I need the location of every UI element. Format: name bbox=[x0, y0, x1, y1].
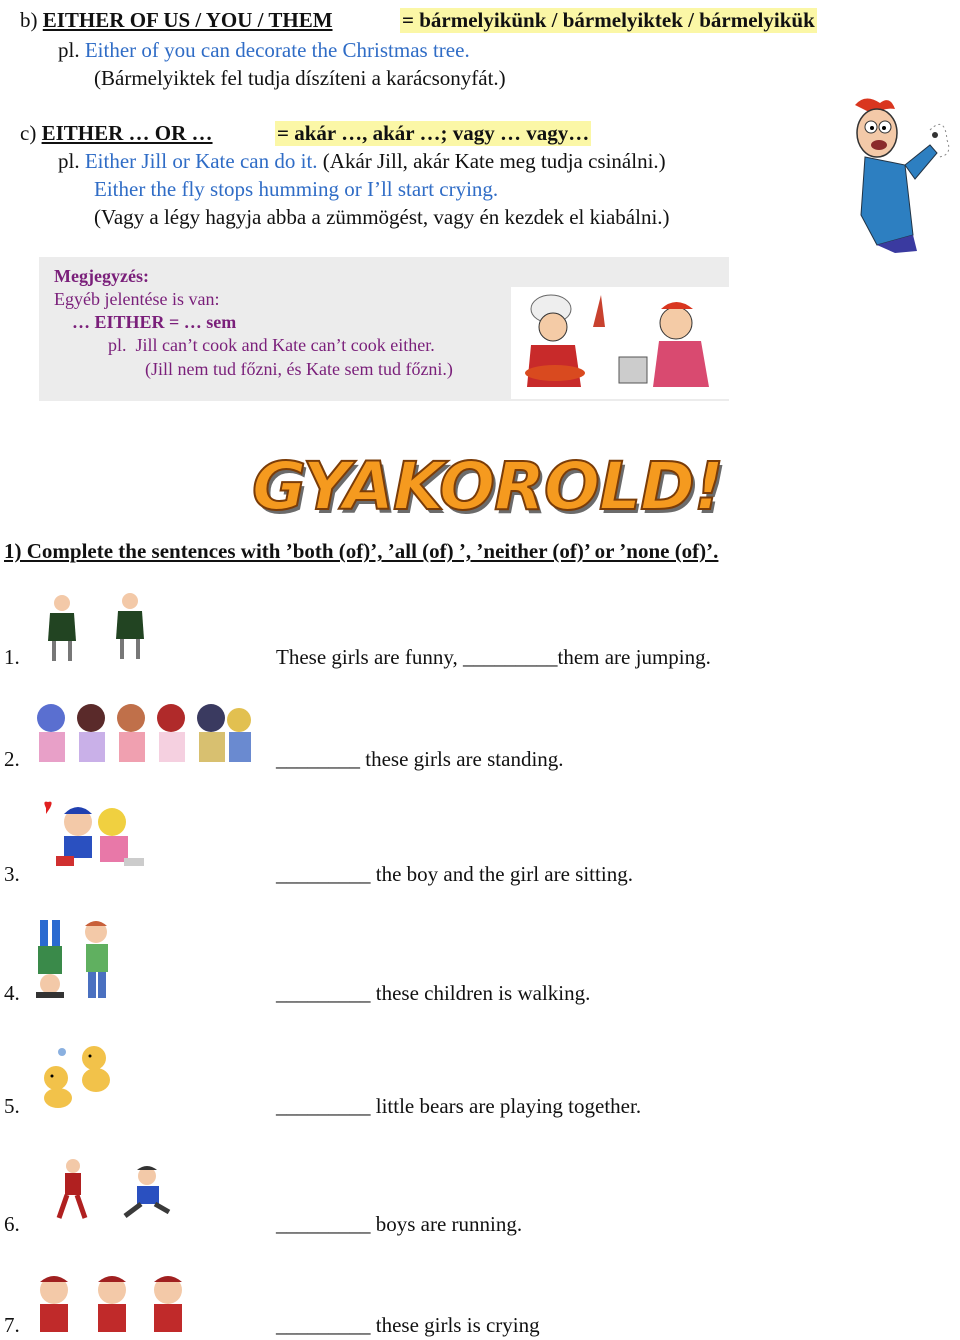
sitting-children-illustration bbox=[28, 800, 148, 880]
item-3-sentence: _________ the boy and the girl are sitting. bbox=[276, 862, 633, 886]
section-c-term: EITHER … OR … bbox=[41, 121, 213, 145]
section-c-meaning: = akár …, akár …; vagy … vagy… bbox=[277, 121, 590, 145]
item-2-number: 2. bbox=[4, 747, 20, 771]
note-title: Megjegyzés: bbox=[54, 266, 149, 286]
section-b-meaning: = bármelyikünk / bármelyiktek / bármelyikük bbox=[402, 8, 815, 32]
item-1-sentence: These girls are funny, _________them are jumping. bbox=[276, 645, 711, 669]
note-line-1: Egyéb jelentése is van: bbox=[54, 289, 220, 309]
standing-girls-illustration bbox=[33, 698, 253, 766]
item-7-number: 7. bbox=[4, 1313, 20, 1337]
item-4-sentence: _________ these children is walking. bbox=[276, 981, 591, 1005]
section-b-example-en: Either of you can decorate the Christmas tree. bbox=[84, 38, 470, 62]
section-c-example-2-hu: (Vagy a légy hagyja abba a zümmögést, vagy én kezdek el kiabálni.) bbox=[94, 205, 670, 229]
little-bears-illustration bbox=[36, 1038, 116, 1110]
annoyed-man-illustration bbox=[835, 95, 955, 255]
section-b-term: EITHER OF US / YOU / THEM bbox=[42, 8, 333, 32]
note-box bbox=[39, 257, 729, 401]
practice-banner: GYAKOROLD! bbox=[252, 448, 723, 525]
note-example-hu: (Jill nem tud főzni, és Kate sem tud főzni.) bbox=[145, 359, 453, 379]
section-b-example-hu: (Bármelyiktek fel tudja díszíteni a karácsonyfát.) bbox=[94, 66, 506, 90]
item-5-number: 5. bbox=[4, 1094, 20, 1118]
children-handstand-illustration bbox=[30, 918, 115, 1002]
exercise-instruction: 1) Complete the sentences with ’both (of)’, ’all (of) ’, ’neither (of)’ or ’none (of)’. bbox=[4, 539, 719, 563]
item-1-number: 1. bbox=[4, 645, 20, 669]
section-c-heading: c) EITHER … OR … bbox=[20, 121, 213, 145]
note-example-en: pl. Jill can’t cook and Kate can’t cook either. bbox=[108, 335, 435, 355]
section-b-heading: b) EITHER OF US / YOU / THEM bbox=[20, 8, 333, 32]
item-7-sentence: _________ these girls is crying bbox=[276, 1313, 540, 1337]
item-2-sentence: ________ these girls are standing. bbox=[276, 747, 564, 771]
jumping-girls-illustration bbox=[42, 593, 152, 663]
item-4-number: 4. bbox=[4, 981, 20, 1005]
item-6-number: 6. bbox=[4, 1212, 20, 1236]
section-c-example-1: pl. Either Jill or Kate can do it. (Akár Jill, akár Kate meg tudja csinálni.) bbox=[58, 149, 666, 173]
item-5-sentence: _________ little bears are playing together. bbox=[276, 1094, 642, 1118]
item-6-sentence: _________ boys are running. bbox=[276, 1212, 523, 1236]
crying-girls-illustration bbox=[30, 1268, 192, 1336]
section-c-example-1-hu: (Akár Jill, akár Kate meg tudja csinálni.) bbox=[322, 149, 666, 173]
cooking-women-illustration bbox=[511, 287, 729, 399]
running-boys-illustration bbox=[55, 1158, 175, 1228]
section-b-example: pl. Either of you can decorate the Christmas tree. bbox=[58, 38, 470, 62]
section-c-example-2-en: Either the fly stops humming or I’ll start crying. bbox=[94, 177, 499, 201]
item-3-number: 3. bbox=[4, 862, 20, 886]
note-line-2: … EITHER = … sem bbox=[72, 312, 237, 332]
section-c-example-1-en: Either Jill or Kate can do it. bbox=[84, 149, 318, 173]
